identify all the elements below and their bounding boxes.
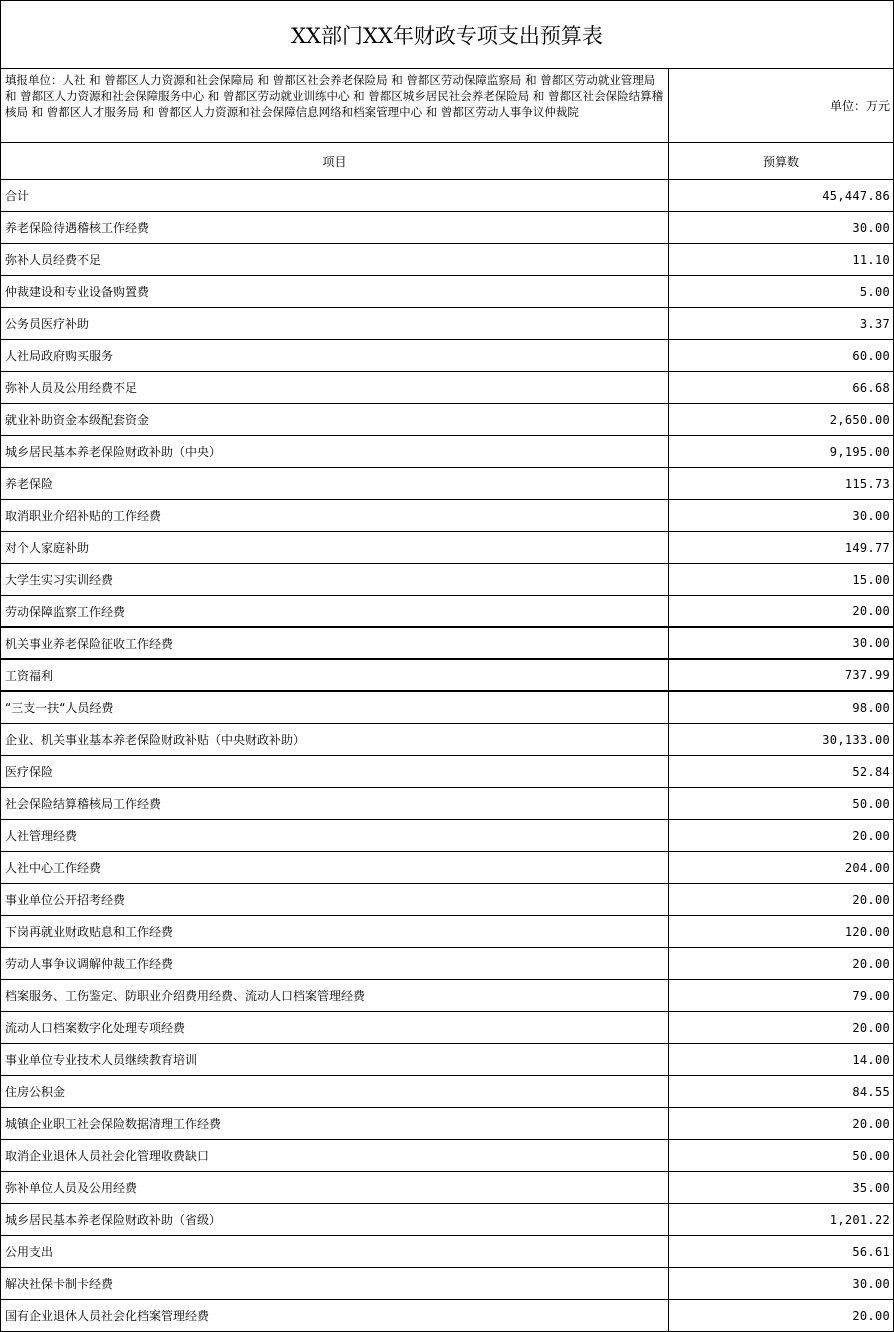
row-item-name: 弥补人员经费不足 <box>1 244 669 275</box>
table-row <box>1 436 893 468</box>
row-item-name: 事业单位公开招考经费 <box>1 884 669 915</box>
table-row <box>1 724 893 756</box>
row-item-name: 弥补人员及公用经费不足 <box>1 372 669 403</box>
row-item-name: 企业、机关事业基本养老保险财政补贴（中央财政补助） <box>1 724 669 755</box>
row-item-name: 弥补单位人员及公用经费 <box>1 1172 669 1203</box>
table-row <box>1 852 893 884</box>
table-row <box>1 212 893 244</box>
row-amount: 204.00 <box>844 860 890 875</box>
table-row <box>1 276 893 308</box>
row-amount: 30.00 <box>852 636 890 650</box>
row-amount: 15.00 <box>852 572 890 587</box>
row-item-name: 解决社保卡制卡经费 <box>1 1268 669 1299</box>
row-item-name: 对个人家庭补助 <box>1 532 669 563</box>
table-row <box>1 1236 893 1268</box>
reporting-unit: 填报单位：人社 和 曾都区人力资源和社会保障局 和 曾都区社会养老保险局 和 曾都区劳动保障监察局 和 曾都区劳动就业管理局 和 曾都区人力资源和社会保障服务中心 和 曾都区劳动就业训练中心 和 曾都区城乡居民社会养老保险局 和 曾都区社会保险结算稽核局 和 曾都区人才服务局 和 曾都区人力资源和社会保障信息网络和档案管理中心 和 曾都区劳动人事争议仲裁院 <box>1 69 669 142</box>
row-item-name: 取消职业介绍补贴的工作经费 <box>1 500 669 531</box>
table-row <box>1 1108 893 1140</box>
row-amount: 20.00 <box>852 1116 890 1131</box>
column-header-row <box>1 143 893 180</box>
row-amount: 5.00 <box>859 284 890 299</box>
row-amount: 149.77 <box>844 540 890 555</box>
table-row <box>1 500 893 532</box>
row-amount: 30.00 <box>852 508 890 523</box>
table-row <box>1 820 893 852</box>
row-item-name: 养老保险 <box>1 468 669 499</box>
row-amount: 79.00 <box>852 988 890 1003</box>
table-row <box>1 1044 893 1076</box>
row-amount: 50.00 <box>852 1148 890 1163</box>
row-item-name: 合计 <box>1 180 669 211</box>
row-amount: 20.00 <box>852 604 890 618</box>
row-item-name: 就业补助资金本级配套资金 <box>1 404 669 435</box>
table-row <box>1 1076 893 1108</box>
row-item-name: 劳动人事争议调解仲裁工作经费 <box>1 948 669 979</box>
row-amount: 66.68 <box>852 380 890 395</box>
table-row <box>1 596 893 628</box>
row-item-name: 工资福利 <box>1 660 669 690</box>
row-item-name: 劳动保障监察工作经费 <box>1 596 669 626</box>
table-row <box>1 404 893 436</box>
row-amount: 115.73 <box>844 476 890 491</box>
row-item-name: 住房公积金 <box>1 1076 669 1107</box>
row-amount: 45,447.86 <box>822 188 890 203</box>
row-amount: 50.00 <box>852 796 890 811</box>
sheet-title: XX部门XX年财政专项支出预算表 <box>1 1 893 69</box>
row-item-name: “三支一扶“人员经费 <box>1 692 669 723</box>
table-row <box>1 660 893 692</box>
row-item-name: 流动人口档案数字化处理专项经费 <box>1 1012 669 1043</box>
row-amount: 20.00 <box>852 1020 890 1035</box>
row-amount: 56.61 <box>852 1244 890 1259</box>
row-amount: 52.84 <box>852 764 890 779</box>
row-item-name: 下岗再就业财政贴息和工作经费 <box>1 916 669 947</box>
row-amount: 30.00 <box>852 1276 890 1291</box>
table-row <box>1 980 893 1012</box>
row-amount: 20.00 <box>852 956 890 971</box>
table-row <box>1 308 893 340</box>
row-item-name: 机关事业养老保险征收工作经费 <box>1 628 669 658</box>
table-row <box>1 692 893 724</box>
row-amount: 2,650.00 <box>829 412 890 427</box>
row-item-name: 人社中心工作经费 <box>1 852 669 883</box>
row-amount: 9,195.00 <box>829 444 890 459</box>
row-item-name: 社会保险结算稽核局工作经费 <box>1 788 669 819</box>
row-item-name: 养老保险待遇稽核工作经费 <box>1 212 669 243</box>
table-row <box>1 372 893 404</box>
table-row <box>1 532 893 564</box>
currency-unit: 单位：万元 <box>829 99 890 113</box>
table-row <box>1 1172 893 1204</box>
row-item-name: 城乡居民基本养老保险财政补助（中央） <box>1 436 669 467</box>
row-item-name: 城乡居民基本养老保险财政补助（省级） <box>1 1204 669 1235</box>
row-amount: 35.00 <box>852 1180 890 1195</box>
table-row <box>1 628 893 660</box>
row-amount: 84.55 <box>852 1084 890 1099</box>
row-amount: 120.00 <box>844 924 890 939</box>
table-row <box>1 564 893 596</box>
table-row <box>1 948 893 980</box>
row-amount: 60.00 <box>852 348 890 363</box>
table-row <box>1 1300 893 1332</box>
table-row <box>1 1012 893 1044</box>
row-amount: 20.00 <box>852 892 890 907</box>
row-item-name: 城镇企业职工社会保险数据清理工作经费 <box>1 1108 669 1139</box>
table-row <box>1 1268 893 1300</box>
table-row <box>1 244 893 276</box>
row-item-name: 取消企业退休人员社会化管理收费缺口 <box>1 1140 669 1171</box>
row-amount: 11.10 <box>852 252 890 267</box>
row-item-name: 仲裁建设和专业设备购置费 <box>1 276 669 307</box>
row-amount: 20.00 <box>852 828 890 843</box>
row-amount: 737.99 <box>844 668 890 682</box>
row-item-name: 人社管理经费 <box>1 820 669 851</box>
table-row <box>1 180 893 212</box>
info-row <box>1 69 893 143</box>
row-item-name: 国有企业退休人员社会化档案管理经费 <box>1 1300 669 1331</box>
table-row <box>1 1204 893 1236</box>
column-header-item: 项目 <box>1 143 669 179</box>
row-amount: 3.37 <box>859 316 890 331</box>
row-amount: 20.00 <box>852 1308 890 1323</box>
table-row <box>1 468 893 500</box>
table-row <box>1 788 893 820</box>
table-row <box>1 340 893 372</box>
row-item-name: 事业单位专业技术人员继续教育培训 <box>1 1044 669 1075</box>
table-row <box>1 1140 893 1172</box>
row-item-name: 公务员医疗补助 <box>1 308 669 339</box>
row-amount: 30.00 <box>852 220 890 235</box>
row-item-name: 医疗保险 <box>1 756 669 787</box>
table-row <box>1 884 893 916</box>
row-amount: 30,133.00 <box>822 732 890 747</box>
table-row <box>1 916 893 948</box>
budget-rows <box>1 180 893 1332</box>
row-amount: 14.00 <box>852 1052 890 1067</box>
row-amount: 1,201.22 <box>829 1212 890 1227</box>
column-header-amount: 预算数 <box>762 154 799 169</box>
row-item-name: 档案服务、工伤鉴定、防职业介绍费用经费、流动人口档案管理经费 <box>1 980 669 1011</box>
row-item-name: 人社局政府购买服务 <box>1 340 669 371</box>
row-item-name: 公用支出 <box>1 1236 669 1267</box>
row-item-name: 大学生实习实训经费 <box>1 564 669 595</box>
table-row <box>1 756 893 788</box>
row-amount: 98.00 <box>852 700 890 715</box>
